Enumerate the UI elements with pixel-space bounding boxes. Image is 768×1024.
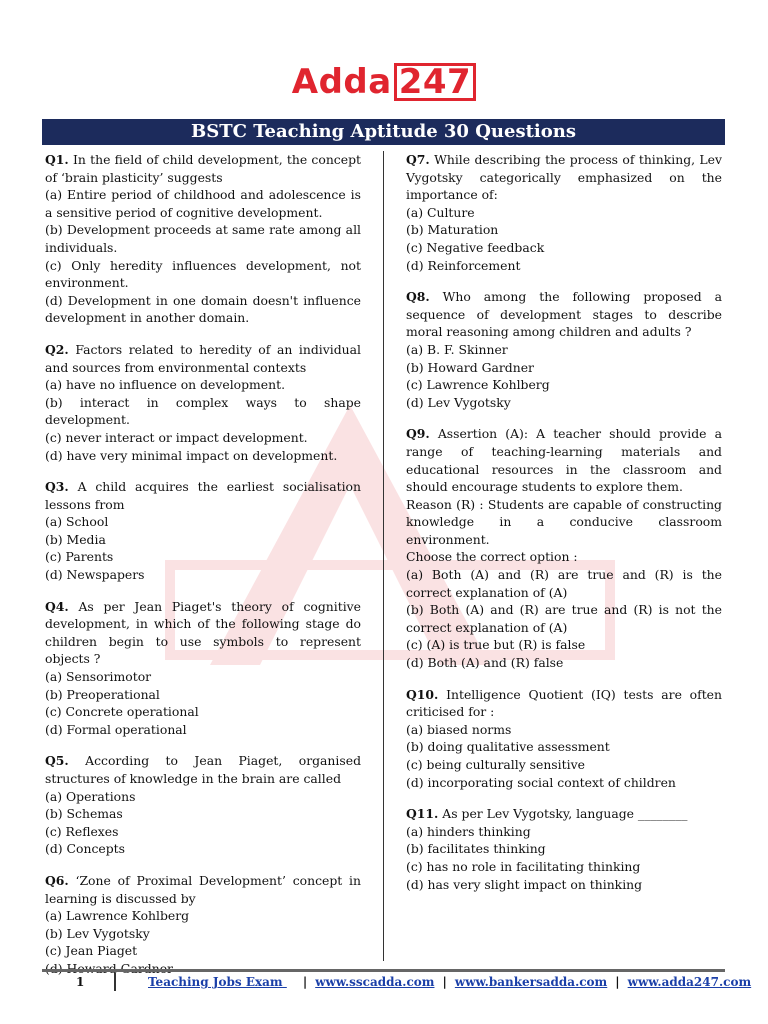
- answer-option: (b) Media: [45, 531, 106, 547]
- answer-option: (a) biased norms: [406, 721, 512, 737]
- question-extra: Reason (R) : Students are capable of constructing knowledge in a conducive classroom environment.: [406, 496, 722, 547]
- answer-option: (c) Jean Piaget: [45, 943, 138, 959]
- answer-option: (b) Development proceeds at same rate among all individuals.: [45, 222, 361, 255]
- answer-option: (b) facilitates thinking: [406, 841, 546, 857]
- question-number: Q2.: [45, 341, 69, 357]
- answer-option: (c) Lawrence Kohlberg: [406, 377, 550, 393]
- question-block: [406, 805, 722, 893]
- footer-link[interactable]: www.adda247.com: [627, 975, 752, 989]
- question-number: Q4.: [45, 598, 69, 614]
- answer-option: (a) have no influence on development.: [45, 377, 286, 393]
- answer-option: (b) Howard Gardner: [406, 359, 534, 375]
- answer-option: (a) Lawrence Kohlberg: [45, 908, 190, 924]
- answer-option: (d) Lev Vygotsky: [406, 394, 511, 410]
- answer-option: (d) Reinforcement: [406, 257, 521, 273]
- question-number: Q10.: [406, 686, 439, 702]
- answer-option: (a) Both (A) and (R) are true and (R) is the correct explanation of (A): [406, 567, 722, 600]
- question-block: [406, 151, 722, 274]
- footer-rule: [42, 969, 725, 972]
- question-block: [45, 872, 361, 978]
- answer-option: (d) has very slight impact on thinking: [406, 876, 643, 892]
- question-block: [45, 752, 361, 858]
- question-stem: As per Jean Piaget's theory of cognitive development, in which of the following stage do children begin to use symbols to represent objects ?: [45, 598, 361, 667]
- question-number: Q1.: [45, 152, 69, 167]
- answer-option: (d) incorporating social context of children: [406, 774, 676, 790]
- question-number: Q3.: [45, 479, 69, 495]
- question-stem: According to Jean Piaget, organised structures of knowledge in the brain are called: [45, 753, 361, 786]
- question-block: [406, 288, 722, 411]
- question-text: [45, 478, 361, 513]
- page-title: BSTC Teaching Aptitude 30 Questions: [42, 119, 725, 145]
- left-column: [45, 151, 361, 992]
- footer-links: [148, 975, 751, 989]
- question-stem: Who among the following proposed a sequence of development stages to describe moral reasoning among children and adults ?: [406, 289, 722, 340]
- question-text: [45, 872, 361, 907]
- answer-option: (d) have very minimal impact on development.: [45, 447, 338, 463]
- question-number: Q11.: [406, 806, 439, 822]
- question-block: [406, 425, 722, 671]
- answer-option: (c) Parents: [45, 549, 114, 565]
- question-block: [45, 151, 361, 327]
- question-extra: Choose the correct option :: [406, 549, 578, 565]
- footer-link[interactable]: www.sscadda.com: [315, 975, 435, 989]
- answer-option: (a) B. F. Skinner: [406, 341, 508, 357]
- answer-option: (b) interact in complex ways to shape development.: [45, 394, 361, 428]
- answer-option: (a) Operations: [45, 788, 136, 804]
- page-separator: [114, 973, 116, 991]
- logo-boxed-text: 247: [394, 63, 476, 101]
- answer-option: (c) being culturally sensitive: [406, 757, 585, 772]
- question-text: [406, 151, 722, 204]
- answer-option: (a) Sensorimotor: [45, 669, 152, 685]
- answer-option: (b) doing qualitative assessment: [406, 739, 610, 755]
- question-block: [45, 341, 361, 464]
- question-number: Q9.: [406, 426, 430, 442]
- question-block: [45, 598, 361, 739]
- link-separator: |: [615, 975, 620, 989]
- answer-option: (b) Preoperational: [45, 686, 160, 702]
- brand-logo: [0, 62, 768, 102]
- question-stem: As per Lev Vygotsky, language ________: [438, 806, 688, 822]
- right-column: [406, 151, 722, 907]
- question-text: [406, 686, 722, 721]
- page-number: 1: [76, 975, 85, 989]
- answer-option: (c) (A) is true but (R) is false: [406, 637, 586, 653]
- answer-option: (d) Development in one domain doesn't influence development in another domain.: [45, 292, 361, 326]
- answer-option: (a) Entire period of childhood and adolescence is a sensitive period of cognitive development.: [45, 187, 361, 220]
- answer-option: (b) Lev Vygotsky: [45, 925, 150, 941]
- question-text: [406, 288, 722, 341]
- answer-option: (b) Both (A) and (R) are true and (R) is not the correct explanation of (A): [406, 602, 722, 635]
- question-text: [45, 598, 361, 668]
- answer-option: (d) Both (A) and (R) false: [406, 655, 564, 671]
- link-separator: |: [302, 975, 308, 989]
- answer-option: (a) Culture: [406, 204, 475, 220]
- answer-option: (a) School: [45, 514, 109, 530]
- question-stem: In the field of child development, the concept of ‘brain plasticity’ suggests: [45, 152, 361, 185]
- question-number: Q8.: [406, 289, 430, 305]
- question-text: [406, 805, 722, 823]
- answer-option: (c) Only heredity influences development, not environment.: [45, 257, 361, 291]
- footer-link[interactable]: www.bankersadda.com: [454, 975, 608, 989]
- answer-option: (b) Maturation: [406, 222, 499, 238]
- answer-option: (c) never interact or impact development.: [45, 429, 308, 445]
- question-text: [45, 752, 361, 787]
- answer-option: (b) Schemas: [45, 806, 123, 822]
- question-number: Q6.: [45, 872, 69, 888]
- question-stem: While describing the process of thinking, Lev Vygotsky categorically emphasized on the importance of:: [406, 152, 722, 203]
- question-stem: ‘Zone of Proximal Development’ concept in learning is discussed by: [45, 872, 361, 906]
- answer-option: (c) Negative feedback: [406, 239, 545, 255]
- question-stem: Intelligence Quotient (IQ) tests are often criticised for :: [406, 686, 722, 720]
- question-stem: Factors related to heredity of an individual and sources from environmental contexts: [45, 341, 361, 375]
- question-block: [406, 686, 722, 792]
- answer-option: (d) Newspapers: [45, 567, 145, 583]
- answer-option: (a) hinders thinking: [406, 823, 531, 839]
- answer-option: (c) has no role in facilitating thinking: [406, 858, 641, 874]
- footer-link[interactable]: Teaching Jobs Exam: [148, 975, 287, 989]
- answer-option: (d) Concepts: [45, 841, 126, 857]
- column-divider: [383, 151, 384, 961]
- answer-option: (d) Formal operational: [45, 721, 187, 737]
- question-text: [406, 425, 722, 495]
- question-stem: Assertion (A): A teacher should provide a range of teaching-learning materials and educational resources in the classroom and should encourage students to explore them.: [406, 426, 722, 495]
- question-text: [45, 341, 361, 376]
- link-separator: |: [442, 975, 447, 989]
- answer-option: (c) Reflexes: [45, 823, 119, 839]
- question-number: Q7.: [406, 152, 430, 167]
- question-text: [45, 151, 361, 186]
- logo-text: Adda: [291, 62, 392, 102]
- answer-option: (c) Concrete operational: [45, 704, 199, 720]
- question-block: [45, 478, 361, 584]
- question-number: Q5.: [45, 753, 69, 769]
- question-stem: A child acquires the earliest socialisation lessons from: [45, 479, 361, 512]
